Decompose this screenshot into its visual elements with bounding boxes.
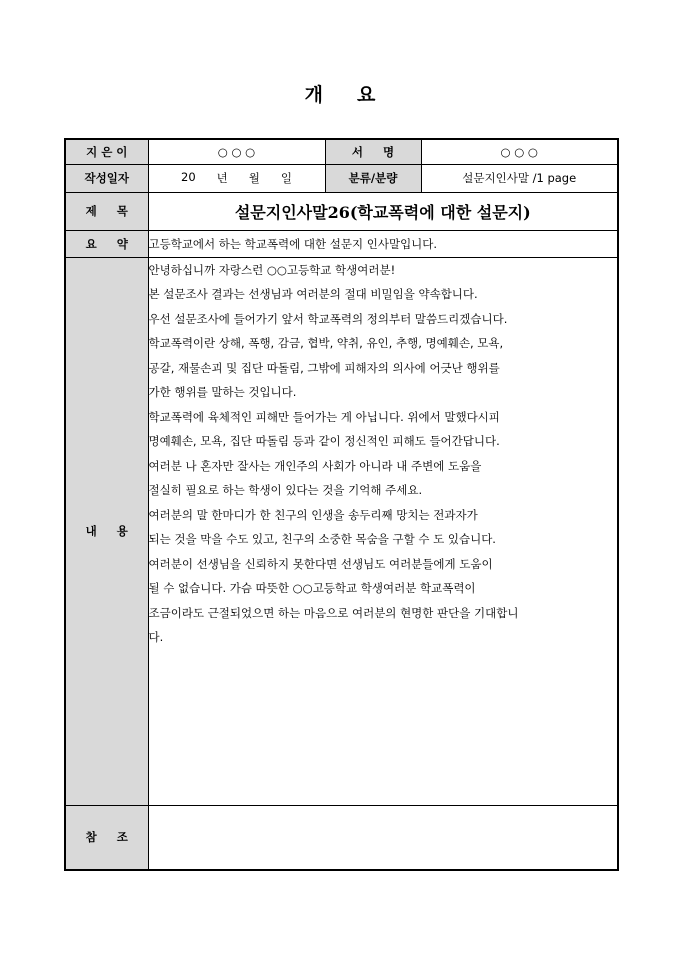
content-row	[65, 257, 618, 805]
category-value: 설문지인사말 /1 page	[421, 164, 618, 192]
category-label: 분류/분량	[325, 164, 421, 192]
page-title-right: 요	[357, 84, 376, 106]
date-value	[148, 164, 325, 192]
content-line: 본 설문조사 결과는 선생님과 여러분의 절대 비밀임을 약속합니다.	[148, 287, 478, 301]
subject-row	[65, 192, 618, 230]
content-line: 학교폭력에 육체적인 피해만 들어가는 게 아닙니다. 위에서 말했다시피	[148, 409, 500, 424]
reference-label: 참 조	[65, 805, 148, 870]
subject-label: 제 목	[65, 192, 148, 230]
date-row	[65, 164, 618, 192]
summary-value: 고등학교에서 하는 학교폭력에 대한 설문지 인사말입니다.	[148, 230, 618, 257]
summary-label: 요 약	[65, 230, 148, 257]
reference-row	[65, 805, 618, 870]
subject-value: 설문지인사말26(학교폭력에 대한 설문지)	[148, 192, 618, 230]
content-line: 여러분 나 혼자만 잘사는 개인주의 사회가 아니라 내 주변에 도움을	[148, 458, 482, 473]
content-body	[148, 257, 618, 805]
content-line: 될 수 없습니다. 가슴 따뜻한 ○○고등학교 학생여러분 학교폭력이	[148, 581, 476, 595]
signature-value: ○ ○ ○	[421, 139, 618, 164]
date-year-unit: 년	[216, 171, 228, 185]
content-line: 다.	[148, 630, 164, 644]
content-line: 안녕하십니까 자랑스런 ○○고등학교 학생여러분!	[148, 262, 396, 277]
page-title	[0, 80, 680, 107]
date-label: 작성일자	[65, 164, 148, 192]
signature-label: 서 명	[325, 139, 421, 164]
content-line: 조금이라도 근절되었으면 하는 마음으로 여러분의 현명한 판단을 기대합니	[148, 605, 519, 620]
summary-row	[65, 230, 618, 257]
content-label: 내 용	[65, 257, 148, 805]
date-month-unit: 월	[248, 171, 260, 185]
content-line: 여러분이 선생님을 신뢰하지 못한다면 선생님도 여러분들에게 도움이	[148, 556, 493, 571]
content-line: 명예훼손, 모욕, 집단 따돌림 등과 같이 정신적인 피해도 들어간답니다.	[148, 434, 500, 448]
content-line: 학교폭력이란 상해, 폭행, 감금, 협박, 약취, 유인, 추행, 명예훼손, 모욕,	[148, 336, 504, 350]
author-row	[65, 139, 618, 164]
content-line: 공갈, 재물손괴 및 집단 따돌림, 그밖에 피해자의 의사에 어긋난 행위를	[148, 360, 500, 375]
content-line: 우선 설문조사에 들어가기 앞서 학교폭력의 정의부터 말씀드리겠습니다.	[148, 311, 508, 326]
content-line: 여러분의 말 한마디가 한 친구의 인생을 송두리째 망치는 전과자가	[148, 507, 478, 522]
content-line: 절실히 필요로 하는 학생이 있다는 것을 기억해 주세요.	[148, 483, 423, 497]
author-value: ○ ○ ○	[148, 139, 325, 164]
reference-value	[148, 805, 618, 870]
content-line: 되는 것을 막을 수도 있고, 친구의 소중한 목숨을 구할 수 도 있습니다.	[148, 532, 496, 546]
page-title-left: 개	[304, 84, 323, 106]
content-line: 가한 행위를 말하는 것입니다.	[148, 385, 297, 399]
author-label: 지 은 이	[65, 139, 148, 164]
document-form-table	[64, 138, 619, 871]
date-day-unit: 일	[280, 171, 292, 185]
date-year: 20	[181, 170, 196, 184]
